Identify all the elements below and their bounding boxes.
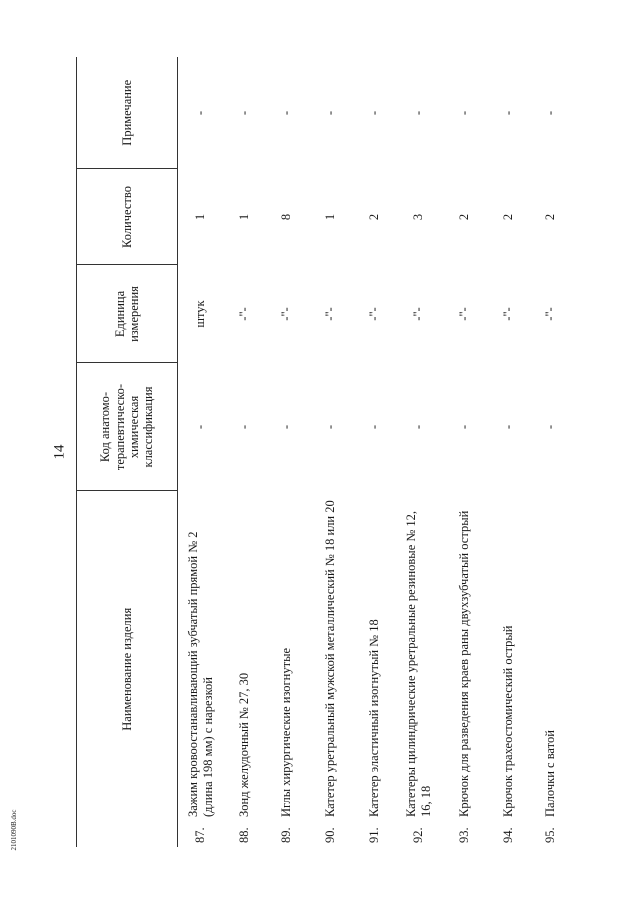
header-note: Примечание xyxy=(77,57,178,169)
row-name: Палочки с ватой xyxy=(543,730,557,817)
row-number: 90. xyxy=(323,827,337,843)
row-unit: -"- xyxy=(411,307,425,321)
row-unit: -"- xyxy=(367,307,381,321)
table-row xyxy=(308,57,354,847)
row-unit: -"- xyxy=(543,307,557,321)
row-note: - xyxy=(411,110,425,116)
row-qty: 2 xyxy=(457,213,471,221)
table-row xyxy=(530,57,572,847)
row-qty: 2 xyxy=(543,213,557,221)
row-number: 92. xyxy=(411,827,425,843)
row-note: - xyxy=(193,110,208,116)
table-row xyxy=(488,57,530,847)
row-code: - xyxy=(193,424,208,430)
row-qty: 2 xyxy=(367,213,381,221)
row-qty: 2 xyxy=(501,213,515,221)
row-note: - xyxy=(457,110,471,116)
row-note: - xyxy=(237,110,251,116)
table-row xyxy=(354,57,396,847)
table-row xyxy=(266,57,308,847)
row-number: 89. xyxy=(279,827,293,843)
row-unit: -"- xyxy=(237,307,251,321)
row-name: Крючок для разведения краев раны двухзубчатый острый xyxy=(457,510,471,817)
row-note: - xyxy=(323,110,337,116)
row-name: Катетеры цилиндрические уретральные резиновые № 12, 16, 18 xyxy=(403,510,433,817)
row-code: - xyxy=(543,424,557,430)
row-number: 93. xyxy=(457,827,471,843)
header-name: Наименование изделия xyxy=(77,491,178,847)
header-code: Код анатомо-терапевтическо-химическая классификация xyxy=(77,363,178,491)
file-footer: 2101090B.doc xyxy=(10,809,18,851)
row-code: - xyxy=(279,424,293,430)
row-number: 88. xyxy=(237,827,251,843)
row-code: - xyxy=(411,424,425,430)
row-qty: 1 xyxy=(193,213,208,221)
row-name: Зажим кровоостанавливающий зубчатый прямой № 2 (длина 198 мм) с нарезкой xyxy=(185,531,215,817)
row-note: - xyxy=(279,110,293,116)
row-note: - xyxy=(501,110,515,116)
row-unit: -"- xyxy=(501,307,515,321)
table-row xyxy=(178,57,224,847)
header-qty: Количество xyxy=(77,169,178,265)
row-name: Катетер уретральный мужской металлический № 18 или 20 xyxy=(323,500,337,817)
row-qty: 1 xyxy=(237,213,251,221)
row-code: - xyxy=(367,424,381,430)
table-row xyxy=(396,57,442,847)
row-code: - xyxy=(501,424,515,430)
row-note: - xyxy=(367,110,381,116)
row-unit: -"- xyxy=(323,307,337,321)
row-name: Иглы хирургические изогнутые xyxy=(279,647,293,817)
page-number: 14 xyxy=(51,444,68,460)
row-code: - xyxy=(323,424,337,430)
row-qty: 1 xyxy=(323,213,337,221)
row-number: 95. xyxy=(543,827,557,843)
row-number: 94. xyxy=(501,827,515,843)
table-header-row xyxy=(77,57,178,847)
row-note: - xyxy=(543,110,557,116)
row-name: Зонд желудочный № 27, 30 xyxy=(237,672,251,817)
row-unit: -"- xyxy=(457,307,471,321)
row-unit: -"- xyxy=(279,307,293,321)
document-table xyxy=(76,57,566,847)
row-number: 87. xyxy=(193,827,208,843)
row-unit: штук xyxy=(193,300,208,328)
row-number: 91. xyxy=(367,827,381,843)
table-row xyxy=(442,57,488,847)
row-qty: 3 xyxy=(411,213,425,221)
row-code: - xyxy=(457,424,471,430)
row-name: Крючок трахеостомический острый xyxy=(501,625,515,817)
row-name: Катетер эластичный изогнутый № 18 xyxy=(367,619,381,817)
row-code: - xyxy=(237,424,251,430)
row-qty: 8 xyxy=(279,213,293,221)
header-unit: Единица измерения xyxy=(77,265,178,363)
table-row xyxy=(224,57,266,847)
